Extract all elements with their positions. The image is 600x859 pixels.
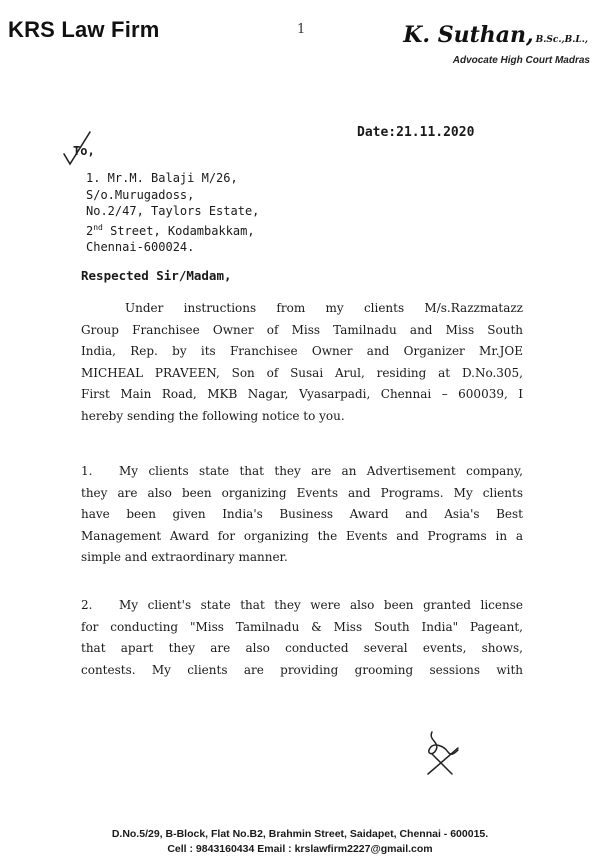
address-line: [86, 220, 259, 240]
paragraph-line: contests. My clients are providing grooming sessions with: [81, 662, 523, 677]
salutation: Respected Sir/Madam,: [81, 268, 232, 283]
street-number: 2: [86, 223, 94, 238]
advocate-qualifications: B.Sc.,B.L.,: [535, 35, 588, 45]
advocate-title: Advocate High Court Madras: [452, 55, 590, 66]
paragraph-text: My client's state that they were also been granted license: [119, 598, 523, 612]
page-number: 1: [297, 22, 306, 37]
advocate-name: [403, 22, 588, 48]
paragraph-line: have been given India's Business Award and Asia's Best: [81, 507, 523, 522]
recipient-address: [86, 170, 259, 256]
paragraph-line: that apart they are also conducted several events, shows,: [81, 641, 523, 656]
paragraph-line: Management Award for organizing the Events and Programs in a: [81, 528, 523, 543]
address-line: 1. Mr.M. Balaji M/26,: [86, 171, 238, 185]
to-label: To,: [73, 144, 95, 158]
numbered-paragraph-1: [81, 461, 523, 569]
street-ordinal: nd: [93, 222, 103, 232]
paragraph-line: India, Rep. by its Franchisee Owner and Organizer Mr.JOE: [81, 344, 523, 359]
paragraph-number: 1.: [81, 464, 93, 478]
street-name: Street, Kodambakkam,: [102, 223, 255, 238]
paragraph-line: hereby sending the following notice to you.: [81, 408, 345, 423]
address-line: Chennai-600024.: [86, 240, 195, 254]
paragraph-line: for conducting "Miss Tamilnadu & Miss South India" Pageant,: [81, 619, 523, 634]
paragraph-line: they are also been organizing Events and Programs. My clients: [81, 485, 523, 500]
paragraph-line: simple and extraordinary manner.: [81, 550, 288, 565]
letter-date: Date:21.11.2020: [357, 125, 475, 140]
paragraph-line: [81, 461, 523, 483]
footer-contact: Cell : 9843160434 Email : krslawfirm2227@gmail.com: [167, 843, 433, 855]
numbered-paragraph-2: [81, 595, 523, 681]
paragraph-line: [81, 595, 523, 617]
address-line: No.2/47, Taylors Estate,: [86, 204, 260, 218]
address-line: S/o.Murugadoss,: [86, 187, 195, 202]
signature-image: [418, 728, 468, 778]
intro-paragraph: [81, 298, 523, 428]
paragraph-number: 2.: [81, 598, 93, 612]
paragraph-text: My clients state that they are an Advertisement company,: [119, 464, 523, 478]
footer-address: D.No.5/29, B-Block, Flat No.B2, Brahmin Street, Saidapet, Chennai - 600015.: [111, 828, 489, 840]
paragraph-line: Group Franchisee Owner of Miss Tamilnadu and Miss South: [81, 322, 523, 337]
firm-name: KRS Law Firm: [8, 17, 160, 42]
paragraph-line: First Main Road, MKB Nagar, Vyasarpadi, Chennai – 600039, I: [81, 387, 523, 402]
advocate-name-text: K. Suthan,: [403, 22, 534, 48]
paragraph-line: Under instructions from my clients M/s.Razzmatazz: [125, 301, 523, 315]
paragraph-line: MICHEAL PRAVEEN, Son of Susai Arul, residing at D.No.305,: [81, 365, 523, 380]
